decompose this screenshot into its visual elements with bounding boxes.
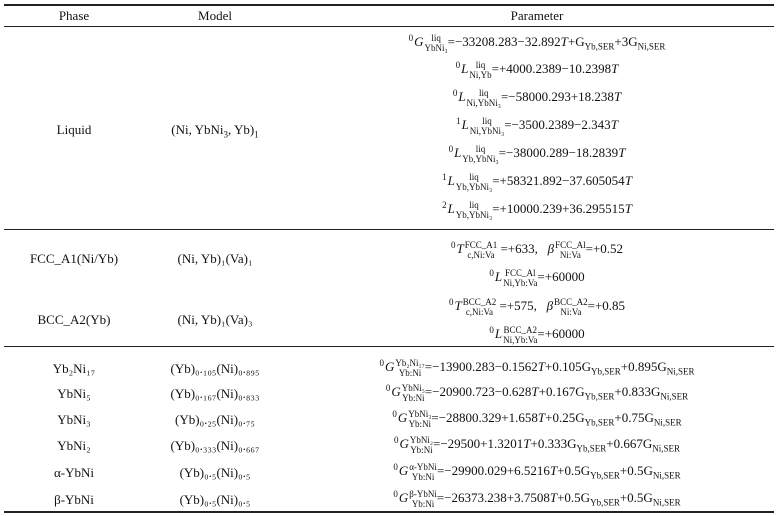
header-phase: Phase: [58, 8, 90, 23]
table-top-rule: [4, 4, 774, 6]
table-bottom-rule: [4, 511, 774, 513]
liquid-param-1: $^0$G liq YbNi₃ $=-33208.283-32.892T+G_{Yb,SER}+3G_{Ni,SER}$: [408, 32, 666, 53]
liquid-param-3: $^0$L liq Ni,YbNi₃ =−58000.293+18.238T: [452, 87, 622, 108]
compound-phase-4: YbNi₂: [57, 438, 91, 453]
compound-param-4: $^0$G YbNi₂ Yb:Ni $=-29500+1.3201T+0.333G_{Yb,SER}+0.667G_{Ni,SER}$: [393, 434, 680, 455]
bcc-param-2: $^0$L BCC_A2 Ni,Yb:Va =+60000: [489, 324, 585, 345]
liquid-phase: Liquid: [56, 122, 92, 137]
compound-param-5: $^0$G α-YbNi Yb:Ni $=-29900.029+6.5216T+0.5G_{Yb,SER}+0.5G_{Ni,SER}$: [393, 461, 681, 482]
fcc-param-1: $^0$T FCC_A1 c,Ni:Va =+633, β FCC_Al Ni:Va =+0.52: [450, 239, 624, 260]
compound-model-5: (Yb)₀.₅(Ni)₀.₅: [179, 465, 251, 480]
compound-model-6: (Yb)₀.₅(Ni)₀.₅: [179, 492, 251, 507]
compound-phase-1: Yb₂Ni₁₇: [52, 361, 96, 376]
fcc-phase: FCC_A1(Ni/Yb): [29, 251, 119, 266]
fcc-model: (Ni, Yb)₁(Va)₁: [177, 251, 253, 266]
compound-model-4: (Yb)₀.₃₃₃(Ni)₀.₆₆₇: [170, 438, 260, 453]
compound-phase-6: β-YbNi: [54, 492, 94, 507]
compound-phase-2: YbNi₅: [57, 386, 91, 401]
header-rule: [4, 26, 774, 27]
compound-param-3: $^0$G YbNi₃ Yb:Ni $=-28800.329+1.658T+0.25G_{Yb,SER}+0.75G_{Ni,SER}$: [392, 408, 682, 429]
bcc-model: (Ni, Yb)₁(Va)₃: [177, 312, 253, 327]
compound-param-2: $^0$G YbNi₅ Yb:Ni $=-20900.723-0.628T+0.167G_{Yb,SER}+0.833G_{Ni,SER}$: [385, 382, 689, 403]
section-rule-2: [4, 346, 774, 347]
bcc-phase: BCC_A2(Yb): [37, 312, 111, 327]
section-rule-1: [4, 229, 774, 230]
liquid-param-5: $^0$L liq Yb,YbNi₃ =−38000.289−18.2839T: [448, 143, 626, 164]
compound-model-2: (Yb)₀.₁₆₇(Ni)₀.₈₃₃: [170, 386, 260, 401]
liquid-param-6: $^1$L liq Yb,YbNi₃ =+58321.892−37.605054T: [442, 171, 632, 192]
liquid-param-4: $^1$L liq Ni,YbNi₃ =−3500.2389−2.343T: [456, 115, 618, 136]
compound-model-1: (Yb)₀.₁₀₅(Ni)₀.₈₉₅: [170, 361, 260, 376]
header-model: Model: [198, 8, 232, 23]
compound-param-6: $^0$G β-YbNi Yb:Ni $=-26373.238+3.7508T+0.5G_{Yb,SER}+0.5G_{Ni,SER}$: [393, 488, 681, 509]
compound-phase-3: YbNi₃: [57, 412, 91, 427]
compound-model-3: (Yb)₀.₂₅(Ni)₀.₇₅: [175, 412, 255, 427]
header-parameter: Parameter: [510, 8, 564, 23]
liquid-model: (Ni, YbNi$_3$, $Yb)_1$: [171, 122, 259, 140]
liquid-param-7: $^2$L liq Yb,YbNi₃ =+10000.239+36.295515T: [442, 199, 632, 220]
compound-param-1: $^0$G Yb₂Ni₁₇ Yb:Ni $=-13900.283-0.1562T+0.105G_{Yb,SER}+0.895G_{Ni,SER}$: [379, 357, 695, 378]
bcc-param-1: $^0$T BCC_A2 c,Ni:Va =+575, β BCC_A2 Ni:Va =+0.85: [448, 296, 626, 317]
fcc-param-2: $^0$L FCC_Al Ni,Yb:Va =+60000: [489, 267, 585, 288]
liquid-param-2: $^0$L liq Ni,Yb =+4000.2389−10.2398T: [455, 59, 619, 80]
compound-phase-5: α-YbNi: [53, 465, 95, 480]
